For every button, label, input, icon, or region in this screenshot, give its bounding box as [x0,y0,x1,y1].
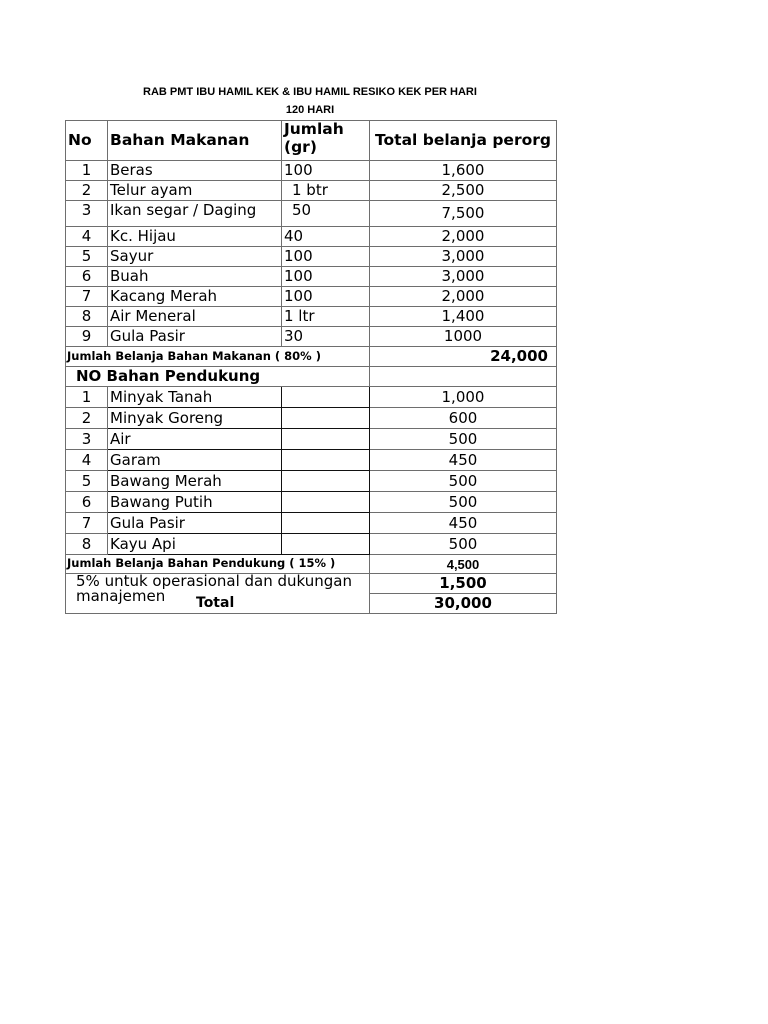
row-total: 1000 [370,327,557,347]
row-qty: 100 [282,247,370,267]
support-row-total: 500 [370,429,557,450]
support-header [66,367,370,387]
support-row-no: 3 [66,429,108,450]
support-row-blank [282,450,370,471]
subtotal-label-pendukung: Jumlah Belanja Bahan Pendukung ( 15% ) [66,555,370,574]
support-row [66,471,557,492]
support-header-no: NO [76,367,102,385]
row-qty: 30 [282,327,370,347]
row-total: 3,000 [370,267,557,287]
table-row [66,287,557,307]
subtotal-value-makanan: 24,000 [370,347,557,367]
row-no: 9 [66,327,108,347]
total-label: Total [196,595,235,611]
row-qty: 1 btr [282,181,370,201]
table-row [66,181,557,201]
table-header-row [66,121,557,161]
support-row-name: Bawang Putih [108,492,282,513]
row-no: 3 [66,201,108,227]
support-row [66,534,557,555]
support-row-blank [282,429,370,450]
support-row-no: 6 [66,492,108,513]
support-row-total: 600 [370,408,557,429]
row-total: 3,000 [370,247,557,267]
support-row-total: 500 [370,534,557,555]
support-row-name: Kayu Api [108,534,282,555]
support-row [66,408,557,429]
table-row [66,307,557,327]
row-name: Buah [108,267,282,287]
header-total-belanja: Total belanja perorg [370,121,557,161]
support-row-no: 4 [66,450,108,471]
support-row [66,492,557,513]
row-no: 1 [66,161,108,181]
row-qty: 100 [282,287,370,307]
support-row-blank [282,534,370,555]
support-row-total: 1,000 [370,387,557,408]
support-header-blank [370,367,557,387]
row-no: 8 [66,307,108,327]
table-row [66,161,557,181]
support-row-name: Minyak Goreng [108,408,282,429]
row-no: 7 [66,287,108,307]
row-qty: 40 [282,227,370,247]
support-header-row [66,367,557,387]
row-total: 7,500 [370,201,557,227]
support-row-name: Minyak Tanah [108,387,282,408]
table-row [66,201,557,227]
row-no: 6 [66,267,108,287]
total-value: 30,000 [370,594,557,614]
subtotal-row-makanan [66,347,557,367]
support-row-no: 5 [66,471,108,492]
document-title: RAB PMT IBU HAMIL KEK & IBU HAMIL RESIKO KEK PER HARI [143,86,477,98]
table-row [66,247,557,267]
support-row-total: 500 [370,492,557,513]
subtotal-value-pendukung: 4,500 [370,555,557,574]
row-name: Gula Pasir [108,327,282,347]
row-name: Ikan segar / Daging [108,201,282,227]
support-row-name: Gula Pasir [108,513,282,534]
row-no: 2 [66,181,108,201]
support-row-blank [282,492,370,513]
table-row [66,267,557,287]
row-name: Beras [108,161,282,181]
row-total: 2,000 [370,287,557,307]
row-qty: 50 [282,201,370,227]
support-row [66,387,557,408]
support-row-total: 450 [370,513,557,534]
header-jumlah: Jumlah (gr) [282,121,370,161]
row-total: 1,400 [370,307,557,327]
operational-label: 5% untuk operasional dan dukungan manajemen [76,572,352,605]
support-row-no: 8 [66,534,108,555]
row-qty: 1 ltr [282,307,370,327]
row-name: Telur ayam [108,181,282,201]
row-no: 5 [66,247,108,267]
support-row-no: 2 [66,408,108,429]
table-row [66,227,557,247]
row-name: Air Meneral [108,307,282,327]
row-total: 2,500 [370,181,557,201]
row-name: Sayur [108,247,282,267]
support-row-name: Garam [108,450,282,471]
support-row-no: 7 [66,513,108,534]
support-row-total: 500 [370,471,557,492]
row-qty: 100 [282,161,370,181]
subtotal-label-makanan: Jumlah Belanja Bahan Makanan ( 80% ) [66,347,370,367]
header-no: No [66,121,108,161]
support-row [66,450,557,471]
row-total: 2,000 [370,227,557,247]
budget-table [65,120,557,614]
support-row-blank [282,471,370,492]
header-bahan-makanan: Bahan Makanan [108,121,282,161]
support-row-name: Air [108,429,282,450]
operational-cell [66,574,370,614]
support-row [66,429,557,450]
support-row [66,513,557,534]
support-row-no: 1 [66,387,108,408]
support-row-blank [282,408,370,429]
operational-row [66,574,557,594]
row-total: 1,600 [370,161,557,181]
support-row-blank [282,387,370,408]
support-row-name: Bawang Merah [108,471,282,492]
subtotal-row-pendukung [66,555,557,574]
operational-value: 1,500 [370,574,557,594]
table-row [66,327,557,347]
row-name: Kc. Hijau [108,227,282,247]
document-subtitle: 120 HARI [285,104,335,116]
support-row-total: 450 [370,450,557,471]
row-qty: 100 [282,267,370,287]
row-name: Kacang Merah [108,287,282,307]
support-header-name: Bahan Pendukung [106,367,261,385]
support-row-blank [282,513,370,534]
row-no: 4 [66,227,108,247]
